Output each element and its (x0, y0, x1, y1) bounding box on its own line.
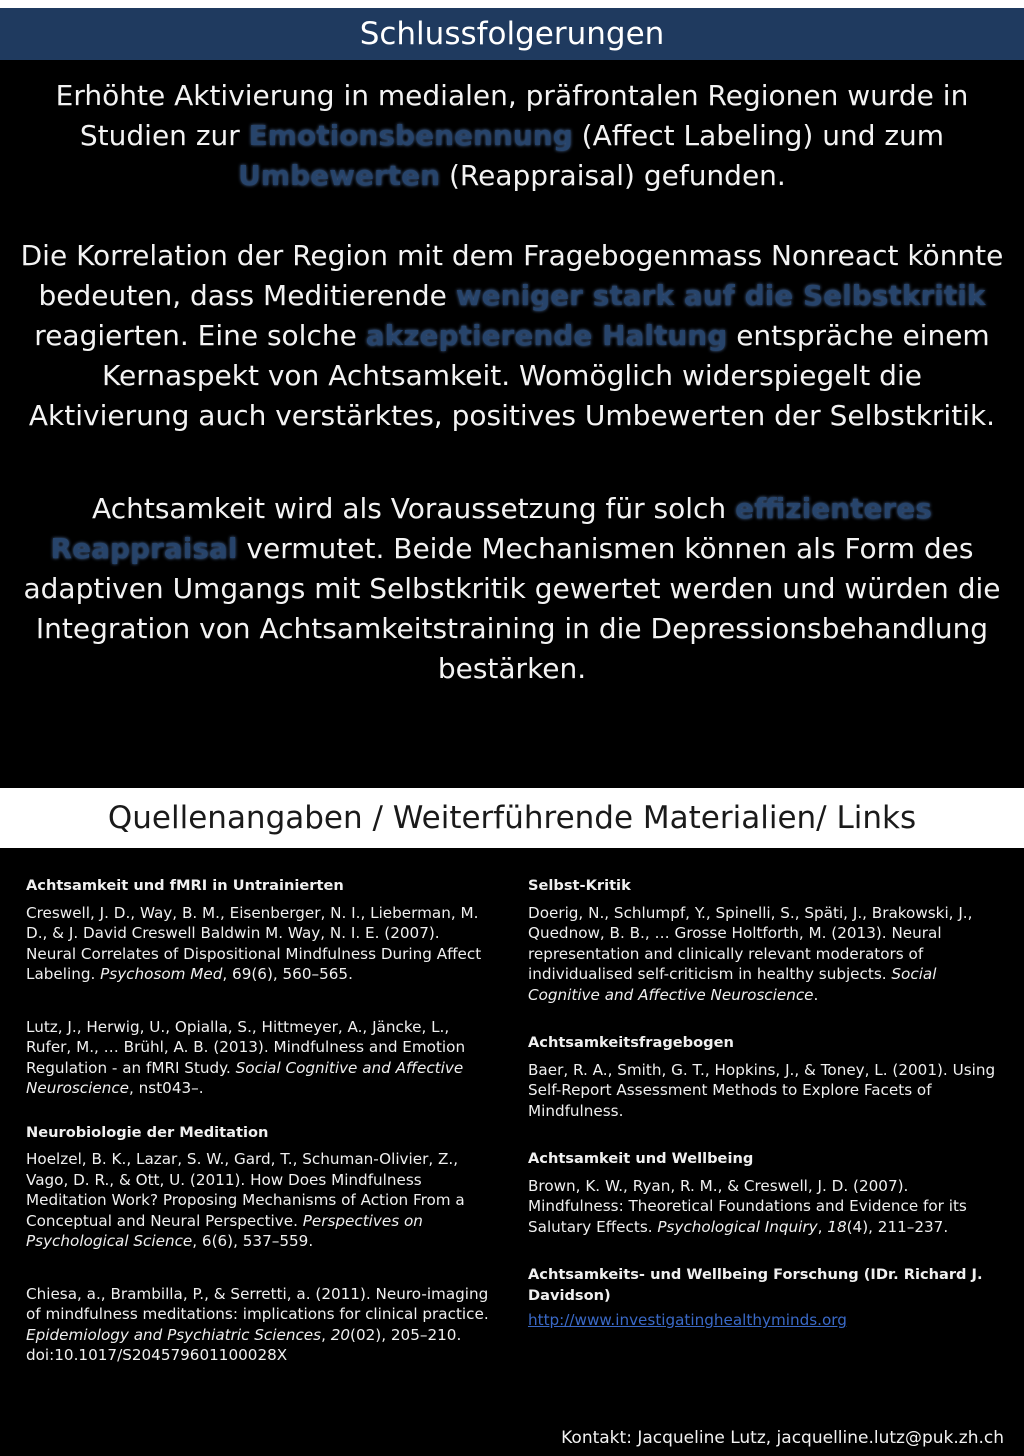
ref-text: Baer, R. A., Smith, G. T., Hopkins, J., & Toney, L. (2001). Using Self-Report Assessment Methods to Explore Facets of Mindfulness. (528, 1060, 996, 1120)
text: Die Korrelation der Region mit dem Fragebogenmass Nonreact könnte bedeuten, dass Meditierende (20, 239, 1004, 312)
conclusions-heading: Schlussfolgerungen (359, 16, 665, 52)
highlight-term: Umbewerten (238, 159, 441, 192)
text: vermutet. Beide Mechanismen können als Form des adaptiven Umgangs mit Selbstkritik gewertet werden und würden die Integration von Achtsamkeitstraining in die Depressionsbehandlung bestärken. (23, 532, 1001, 685)
ref-text: Chiesa, a., Brambilla, P., & Serretti, a. (2011). Neuro-imaging of mindfulness meditations: implications for clinical practice. (26, 1284, 489, 1323)
ref-section-heading: Achtsamkeit und Wellbeing (528, 1150, 754, 1167)
text: Achtsamkeit wird als Voraussetzung für solch (92, 492, 736, 525)
conclusion-paragraph-3 (20, 489, 1004, 689)
references-heading: Quellenangaben / Weiterführende Materialien/ Links (107, 800, 917, 836)
top-strip (0, 0, 1024, 8)
reference-entry (26, 903, 492, 985)
ref-text: , (817, 1217, 828, 1236)
ref-section-heading: Achtsamkeitsfragebogen (528, 1034, 734, 1051)
text: (Reappraisal) gefunden. (440, 159, 786, 192)
references-left-column (26, 876, 492, 1366)
ref-volume: 18 (827, 1217, 847, 1236)
ref-journal: Psychological Inquiry (657, 1217, 818, 1236)
reference-entry (528, 1310, 998, 1331)
text: Erhöhte Aktivierung in medialen, präfrontalen Regionen wurde in Studien zur (55, 79, 969, 152)
website-link[interactable]: http://www.investigatinghealthyminds.org (528, 1311, 847, 1329)
ref-text: Hoelzel, B. K., Lazar, S. W., Gard, T., Schuman-Olivier, Z., Vago, D. R., & Ott, U. (2011). How Does Mindfulness Meditation Work? Proposing Mechanisms of Action From a Conceptual and Neural Perspective. (26, 1150, 465, 1230)
ref-text: Creswell, J. D., Way, B. M., Eisenberger, N. I., Lieberman, M. D., & J. David Creswell Baldwin M. Way, N. I. E. (2007). Neural Correlates of Dispositional Mindfulness During Affect Labeling. (26, 903, 482, 983)
text: reagierten. Eine solche (34, 319, 366, 352)
reference-entry (26, 1149, 492, 1252)
ref-journal: Social Cognitive and Affective Neuroscience (528, 965, 937, 1004)
ref-text: Doerig, N., Schlumpf, Y., Spinelli, S., Späti, J., Brakowski, J., Quednow, B. B., … Grosse Holtforth, M. (2013). Neural representation and clinically relevant moderators of individualised self-criticism in healthy subjects. (528, 903, 973, 983)
conclusion-paragraph-2 (20, 236, 1004, 436)
highlight-term: akzeptierende Haltung (365, 319, 728, 352)
contact-line: Kontakt: Jacqueline Lutz, jacquelline.lutz@puk.zh.ch (561, 1428, 1004, 1448)
ref-text: (02), 205–210. doi:10.1017/S204579601100028X (26, 1325, 462, 1364)
section-title-references (0, 788, 1024, 848)
references-right-column (528, 876, 998, 1331)
ref-section-heading: Achtsamkeit und fMRI in Untrainierten (26, 877, 344, 894)
ref-text: , 6(6), 537–559. (192, 1232, 314, 1250)
ref-text: , nst043–. (129, 1079, 204, 1097)
ref-text: (4), 211–237. (846, 1217, 949, 1236)
ref-section-heading: Selbst-Kritik (528, 877, 631, 894)
ref-text: . (813, 985, 819, 1004)
ref-text: Lutz, J., Herwig, U., Opialla, S., Hittmeyer, A., Jäncke, L., Rufer, M., … Brühl, A. B. (2013). Mindfulness and Emotion Regulation - an fMRI Study. (26, 1017, 466, 1077)
reference-entry (528, 1176, 998, 1238)
ref-journal: Social Cognitive and Affective Neuroscience (26, 1058, 464, 1097)
ref-journal: Psychosom Med (100, 965, 223, 983)
ref-journal: Perspectives on Psychological Science (26, 1211, 423, 1250)
ref-section-heading: Neurobiologie der Meditation (26, 1123, 269, 1141)
section-title-conclusions (0, 8, 1024, 60)
text: entspräche einem Kernaspekt von Achtsamkeit. Womöglich widerspiegelt die Aktivierung auch verstärktes, positives Umbewerten der Selbstkritik. (28, 319, 996, 432)
ref-text: Brown, K. W., Ryan, R. M., & Creswell, J. D. (2007). Mindfulness: Theoretical Foundations and Evidence for its Salutary Effects. (528, 1176, 967, 1236)
conclusions-body (20, 76, 1004, 689)
ref-volume: 20 (330, 1325, 351, 1344)
conclusion-paragraph-1 (20, 76, 1004, 196)
reference-entry (528, 1060, 998, 1122)
ref-journal: Epidemiology and Psychiatric Sciences (26, 1325, 322, 1344)
text: (Affect Labeling) und zum (572, 119, 945, 152)
reference-entry (26, 1284, 492, 1366)
reference-entry (528, 903, 998, 1006)
ref-text: , (321, 1325, 331, 1344)
highlight-term: weniger stark auf die Selbstkritik (455, 279, 986, 312)
ref-section-heading: Achtsamkeits- und Wellbeing Forschung (IDr. Richard J. Davidson) (528, 1266, 983, 1304)
ref-text: , 69(6), 560–565. (222, 965, 353, 983)
highlight-term: Emotionsbenennung (248, 119, 573, 152)
reference-entry (26, 1017, 492, 1099)
highlight-term: effizienteres Reappraisal (50, 492, 932, 565)
